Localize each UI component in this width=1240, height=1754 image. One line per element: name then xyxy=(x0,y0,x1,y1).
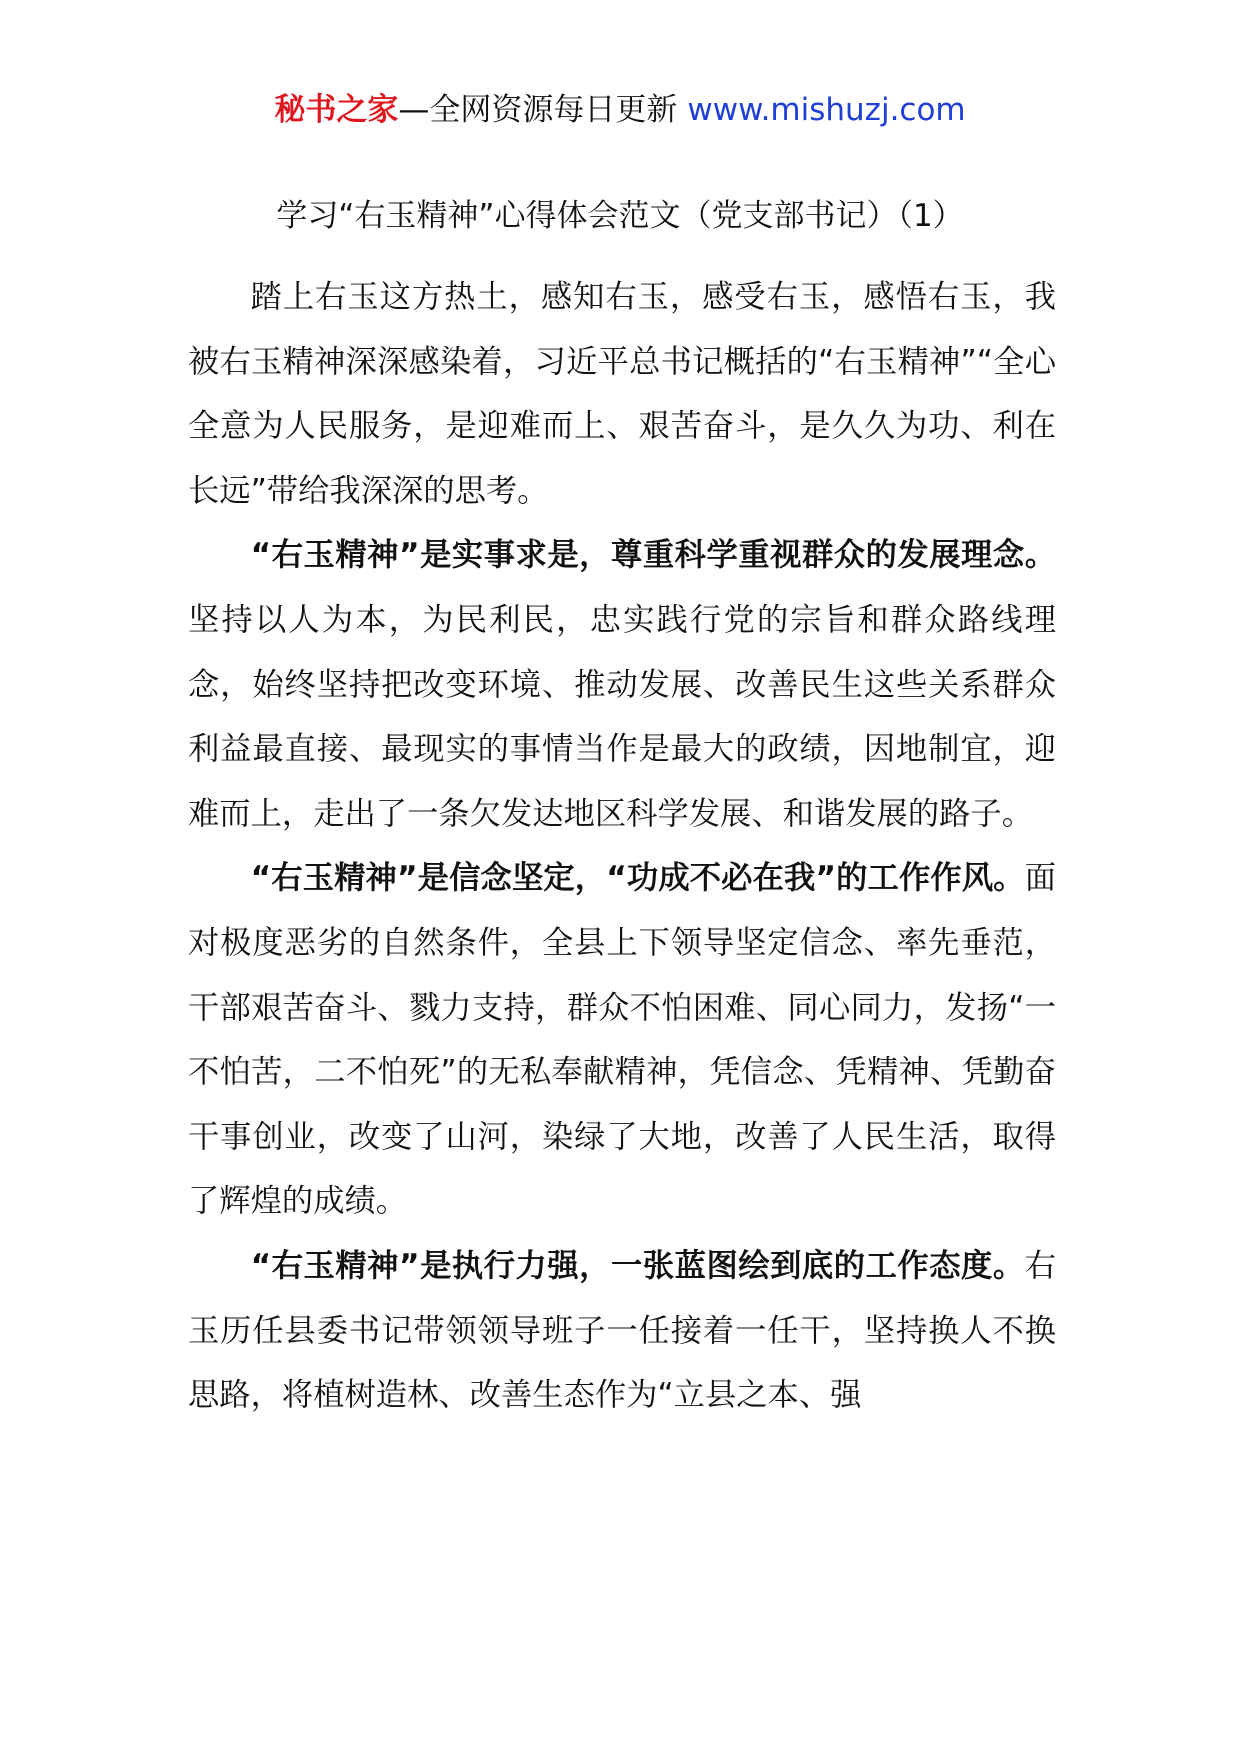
header-tagline: —全网资源每日更新 xyxy=(398,92,678,128)
paragraph-text: 踏上右玉这方热土，感知右玉，感受右玉，感悟右玉，我被右玉精神深深感染着，习近平总书记概括的“右玉精神”“全心全意为人民服务，是迎难而上、艰苦奋斗，是久久为功、利在长远”带给我深深的思考。 xyxy=(188,279,1056,509)
paragraph-lead: “右玉精神”是实事求是，尊重科学重视群众的发展理念。 xyxy=(250,537,1056,574)
paragraph-lead: “右玉精神”是执行力强，一张蓝图绘到底的工作态度。 xyxy=(250,1247,1025,1284)
paragraph-intro xyxy=(188,265,1056,523)
paragraph-text: 坚持以人为本，为民利民，忠实践行党的宗旨和群众路线理念，始终坚持把改变环境、推动发展、改善民生这些关系群众利益最直接、最现实的事情当作是最大的政绩，因地制宜，迎难而上，走出了一条欠发达地区科学发展、和谐发展的路子。 xyxy=(188,601,1056,832)
paragraph-text: 面对极度恶劣的自然条件，全县上下领导坚定信念、率先垂范，干部艰苦奋斗、戮力支持，群众不怕困难、同心同力，发扬“一不怕苦，二不怕死”的无私奉献精神，凭信念、凭精神、凭勤奋干事创业，改变了山河，染绿了大地，改善了人民生活，取得了辉煌的成绩。 xyxy=(188,860,1056,1220)
paragraph-text: 右玉历任县委书记带领领导班子一任接着一任干，坚持换人不换思路，将植树造林、改善生态作为“立县之本、强 xyxy=(188,1247,1056,1414)
site-header xyxy=(0,88,1240,132)
paragraph-work-attitude xyxy=(188,1234,1056,1428)
document-body xyxy=(188,265,1056,1428)
brand-name: 秘书之家 xyxy=(274,92,399,128)
paragraph-work-style xyxy=(188,846,1056,1234)
paragraph-development-concept xyxy=(188,523,1056,846)
document-title: 学习“右玉精神”心得体会范文（党支部书记）（1） xyxy=(276,198,964,234)
paragraph-lead: “右玉精神”是信念坚定，“功成不必在我”的工作作风。 xyxy=(250,860,1025,897)
site-url-link[interactable]: www.mishuzj.com xyxy=(687,92,966,128)
